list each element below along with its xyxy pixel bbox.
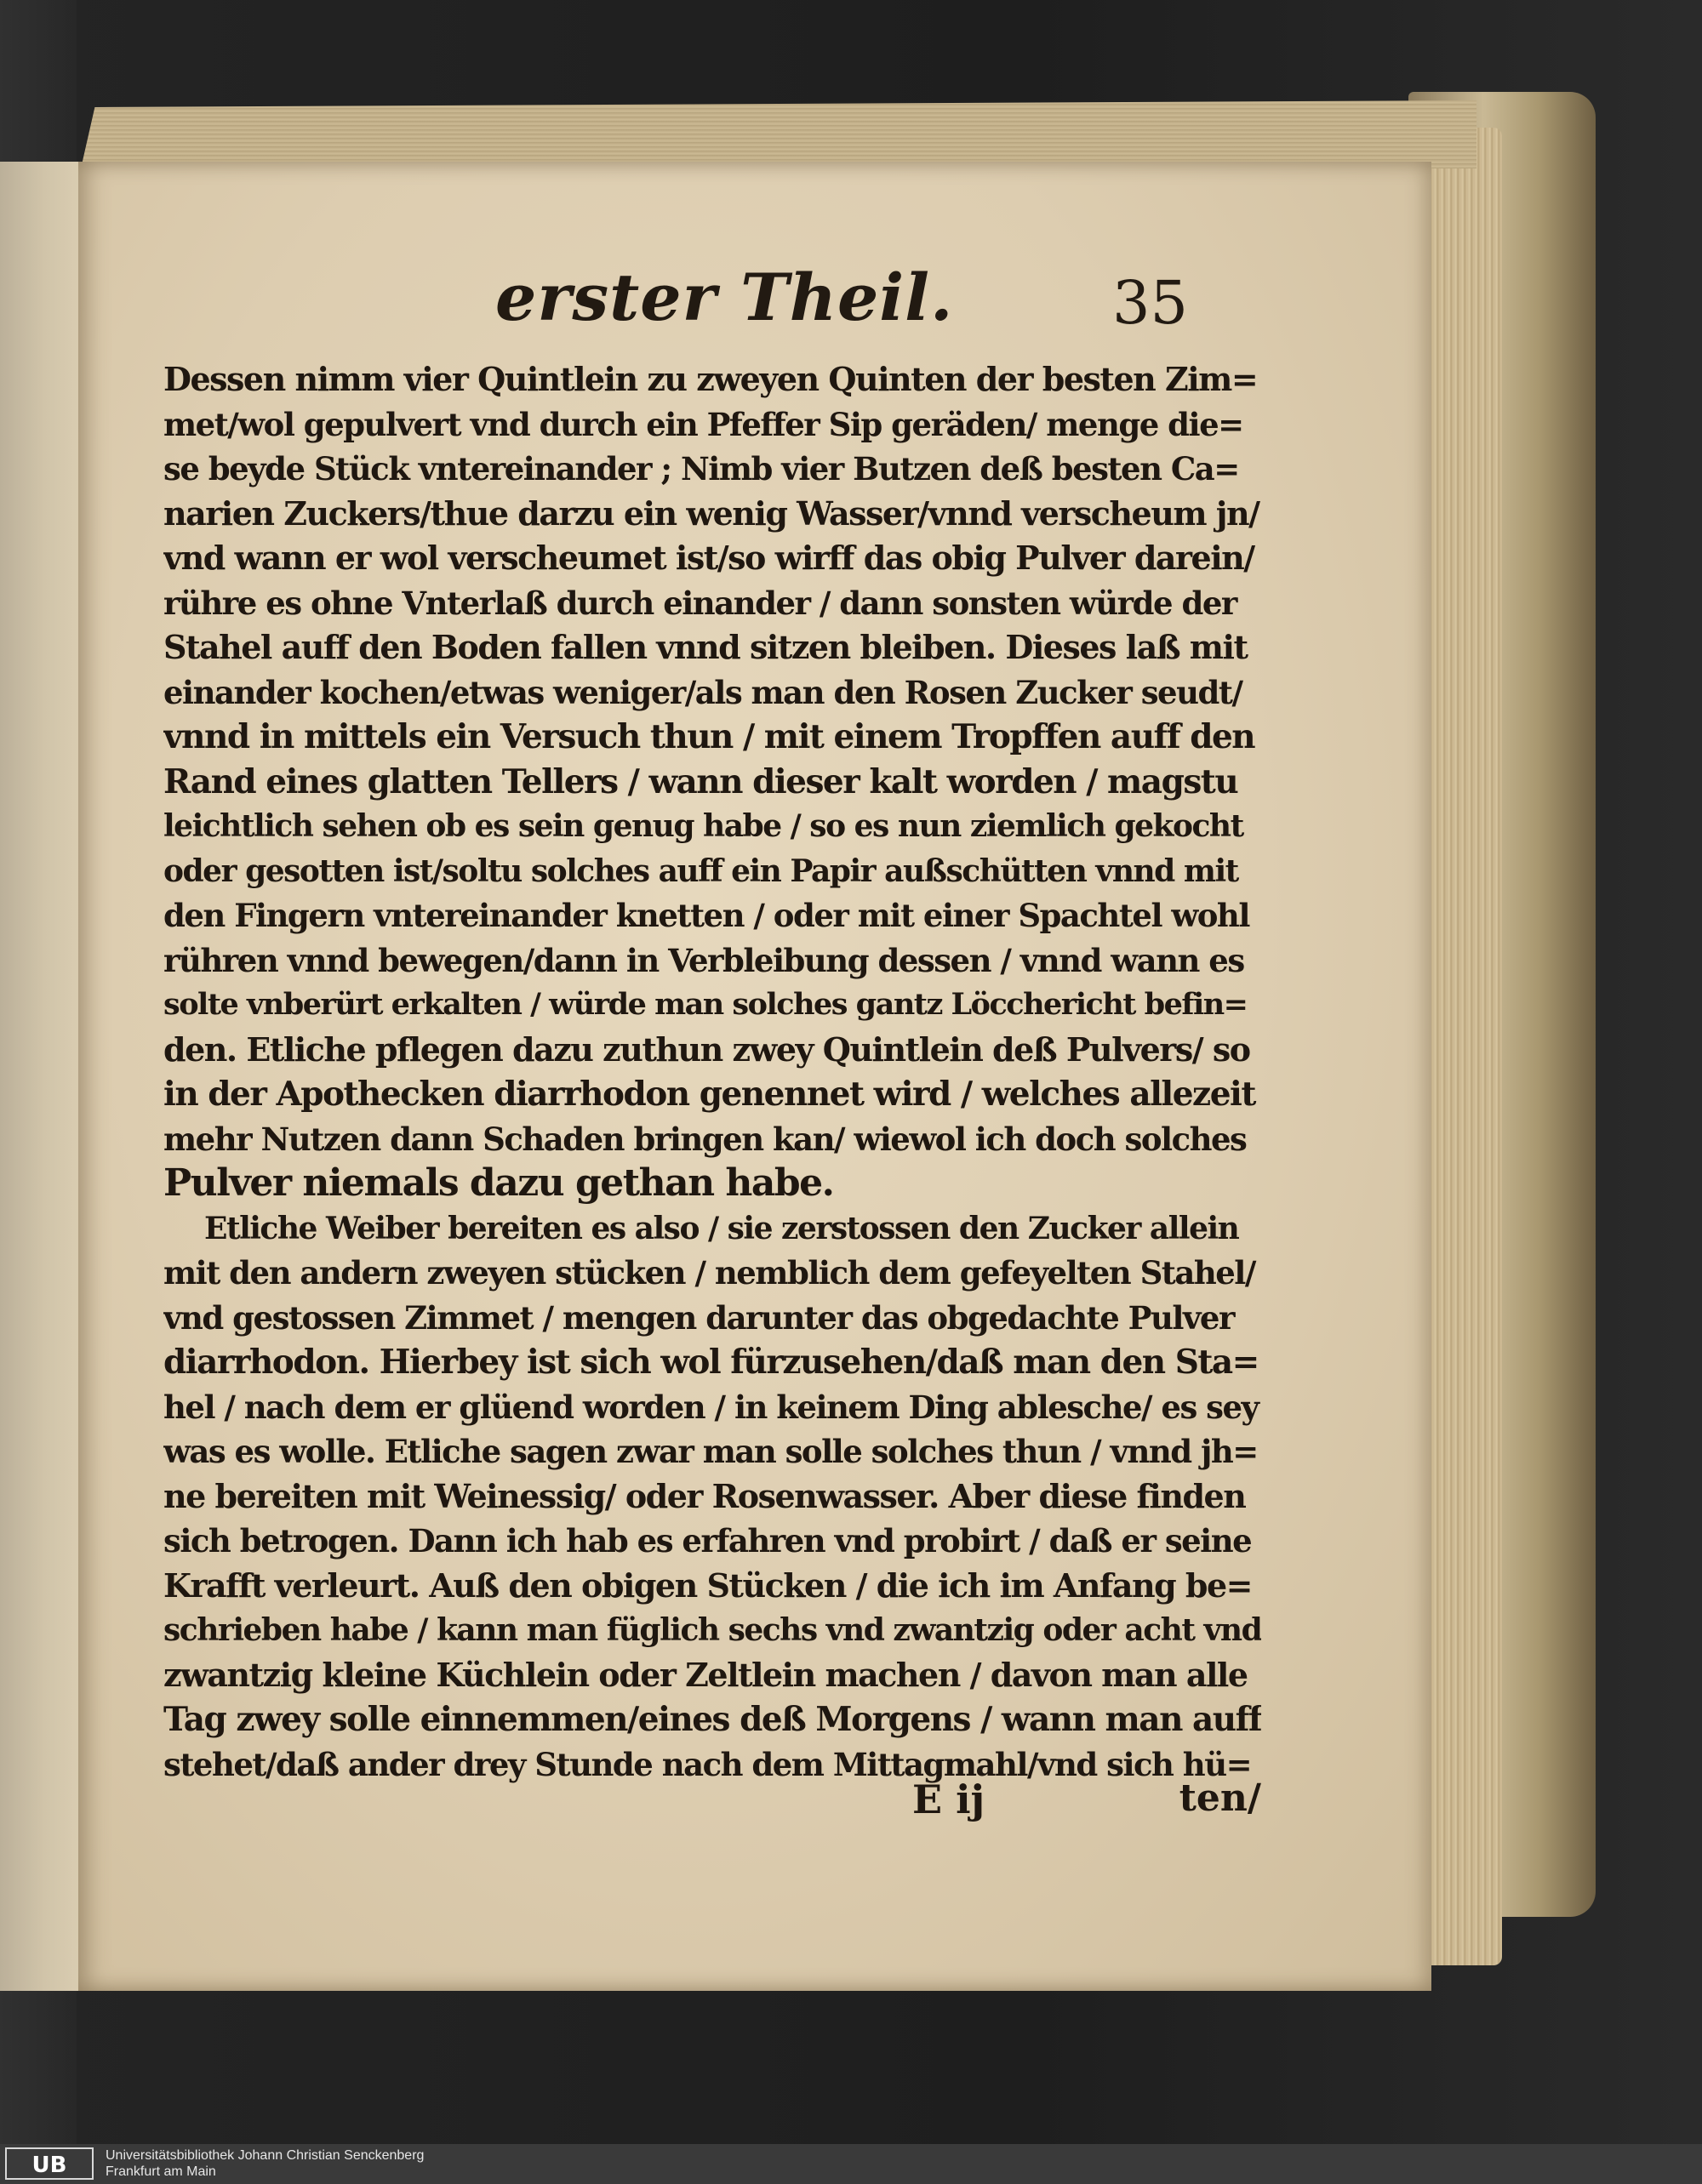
text-line: vnnd in mittels ein Versuch thun / mit einem Tropffen auff den: [163, 717, 1255, 756]
text-line: oder gesotten ist/soltu solches auff ein Papir außschütten vnnd mit: [163, 853, 1238, 889]
text-line: den. Etliche pflegen dazu zuthun zwey Quintlein deß Pulvers/ so: [163, 1029, 1250, 1069]
running-head: erster Theil.: [495, 259, 954, 335]
text-line: schrieben habe / kann man füglich sechs vnd zwantzig oder acht vnd: [163, 1612, 1261, 1648]
footer-bar: [0, 2144, 1702, 2184]
text-line: in der Apothecken diarrhodon genennet wird / welches allezeit: [163, 1075, 1255, 1114]
institution-city: Frankfurt am Main: [106, 2164, 216, 2179]
institution-name: Universitätsbibliothek Johann Christian Senckenberg: [106, 2148, 425, 2163]
text-line: diarrhodon. Hierbey ist sich wol fürzusehen/daß man den Sta=: [163, 1343, 1259, 1382]
body-text: [163, 357, 1261, 1787]
text-line: vnd wann er wol verscheumet ist/so wirff das obig Pulver darein/: [163, 539, 1254, 577]
text-line: ne bereiten mit Weinessig/ oder Rosenwasser. Aber diese finden: [163, 1476, 1246, 1515]
text-line: leichtlich sehen ob es sein genug habe / so es nun ziemlich gekocht: [163, 808, 1243, 844]
library-logo: UB: [5, 2147, 94, 2180]
footer-text: [106, 2147, 424, 2180]
text-line: Pulver niemals dazu gethan habe.: [163, 1161, 834, 1205]
text-line: Tag zwey solle einnemmen/eines deß Morgens / wann man auff: [163, 1700, 1261, 1739]
text-line: rühre es ohne Vnterlaß durch einander / dann sonsten würde der: [163, 584, 1237, 622]
text-line: met/wol gepulvert vnd durch ein Pfeffer Sip geräden/ menge die=: [163, 405, 1243, 443]
catchword: ten/: [1179, 1776, 1261, 1820]
glass-plate-edge: [0, 0, 77, 2144]
page-number: 35: [1112, 268, 1189, 338]
text-line: Stahel auff den Boden fallen vnnd sitzen bleiben. Dieses laß mit: [163, 628, 1248, 666]
text-line: vnd gestossen Zimmet / mengen darunter das obgedachte Pulver: [163, 1298, 1234, 1337]
text-line: stehet/daß ander drey Stunde nach dem Mittagmahl/vnd sich hü=: [163, 1745, 1252, 1783]
page-header: [78, 259, 1431, 353]
text-line: narien Zuckers/thue darzu ein wenig Wasser/vnnd verscheum jn/: [163, 493, 1259, 533]
text-line: se beyde Stück vntereinander ; Nimb vier Butzen deß besten Ca=: [163, 450, 1239, 488]
text-line: Etliche Weiber bereiten es also / sie zerstossen den Zucker allein: [204, 1210, 1239, 1246]
text-line: mit den andern zweyen stücken / nemblich dem gefeyelten Stahel/: [163, 1254, 1255, 1292]
text-line: zwantzig kleine Küchlein oder Zeltlein machen / davon man alle: [163, 1655, 1248, 1694]
text-line: Rand eines glatten Tellers / wann dieser kalt worden / magstu: [163, 761, 1238, 801]
text-line: mehr Nutzen dann Schaden bringen kan/ wiewol ich doch solches: [163, 1120, 1247, 1158]
text-line: was es wolle. Etliche sagen zwar man solle solches thun / vnnd jh=: [163, 1433, 1258, 1470]
text-line: den Fingern vntereinander knetten / oder mit einer Spachtel wohl: [163, 897, 1249, 934]
book-page: [78, 162, 1431, 1991]
text-line: sich betrogen. Dann ich hab es erfahren vnd probirt / daß er seine: [163, 1522, 1252, 1560]
text-line: rühren vnnd bewegen/dann in Verbleibung dessen / vnnd wann es: [163, 941, 1244, 979]
text-line: einander kochen/etwas weniger/als man den Rosen Zucker seudt/: [163, 673, 1242, 711]
text-line: Krafft verleurt. Auß den obigen Stücken / die ich im Anfang be=: [163, 1565, 1253, 1605]
page-top-edge: [81, 100, 1476, 168]
text-line: solte vnberürt erkalten / würde man solches gantz Löcchericht befin=: [163, 987, 1248, 1022]
text-line: Dessen nimm vier Quintlein zu zweyen Quinten der besten Zim=: [163, 360, 1258, 398]
signature-mark: E ij: [912, 1776, 985, 1822]
text-line: hel / nach dem er glüend worden / in keinem Ding ablesche/ es sey: [163, 1388, 1259, 1426]
catchword-row: [163, 1776, 1261, 1828]
